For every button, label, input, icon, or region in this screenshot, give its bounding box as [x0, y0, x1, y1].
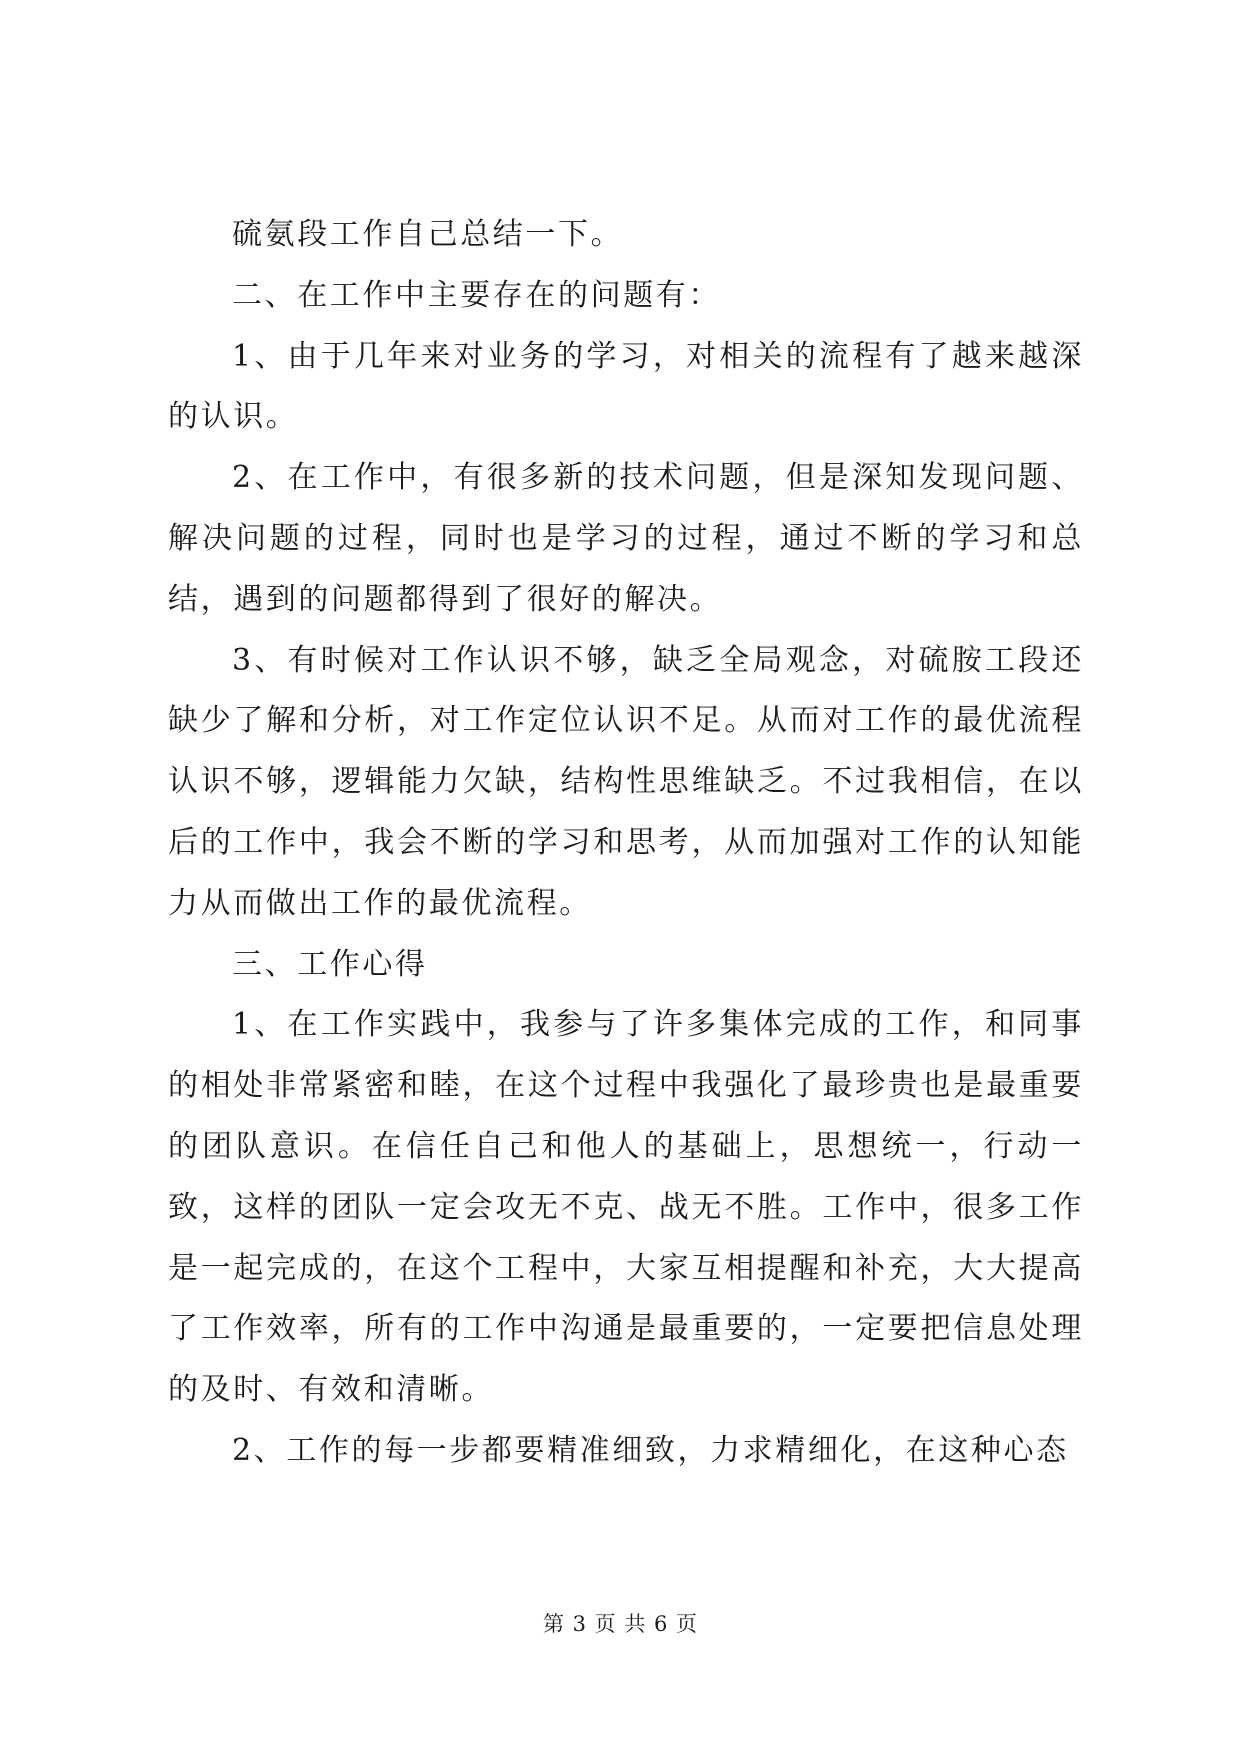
- paragraph-intro-continuation: 硫氨段工作自己总结一下。: [232, 217, 624, 252]
- paragraph-problem-3: 3、有时候对工作认识不够，缺乏全局观念，对硫胺工段还缺少了解和分析，对工作定位认识不足。从而对工作的最优流程认识不够，逻辑能力欠缺，结构性思维缺乏。不过我相信，在以后的工作中，我会不断的学习和思考，从而加强对工作的认知能力从而做出工作的最优流程。: [168, 642, 1084, 921]
- paragraph-experience-1: 1、在工作实践中，我参与了许多集体完成的工作，和同事的相处非常紧密和睦，在这个过程中我强化了最珍贵也是最重要的团队意识。在信任自己和他人的基础上，思想统一，行动一致，这样的团队一定会攻无不克、战无不胜。工作中，很多工作是一起完成的，在这个工程中，大家互相提醒和补充，大大提高了工作效率，所有的工作中沟通是最重要的，一定要把信息处理的及时、有效和清晰。: [168, 1007, 1084, 1408]
- heading-experience: 三、工作心得: [232, 946, 428, 982]
- paragraph-problem-2: 2、在工作中，有很多新的技术问题，但是深知发现问题、解决问题的过程，同时也是学习的过程，通过不断的学习和总结，遇到的问题都得到了很好的解决。: [168, 460, 1084, 617]
- paragraph-problem-1: 1、由于几年来对业务的学习，对相关的流程有了越来越深的认识。: [168, 338, 1084, 435]
- page-footer: 第 3 页 共 6 页: [542, 1612, 699, 1636]
- paragraph-experience-2: 2、工作的每一步都要精准细致，力求精细化，在这种心态: [232, 1432, 1069, 1468]
- document-body: [168, 205, 1084, 1482]
- heading-problems: 二、在工作中主要存在的问题有：: [232, 277, 721, 313]
